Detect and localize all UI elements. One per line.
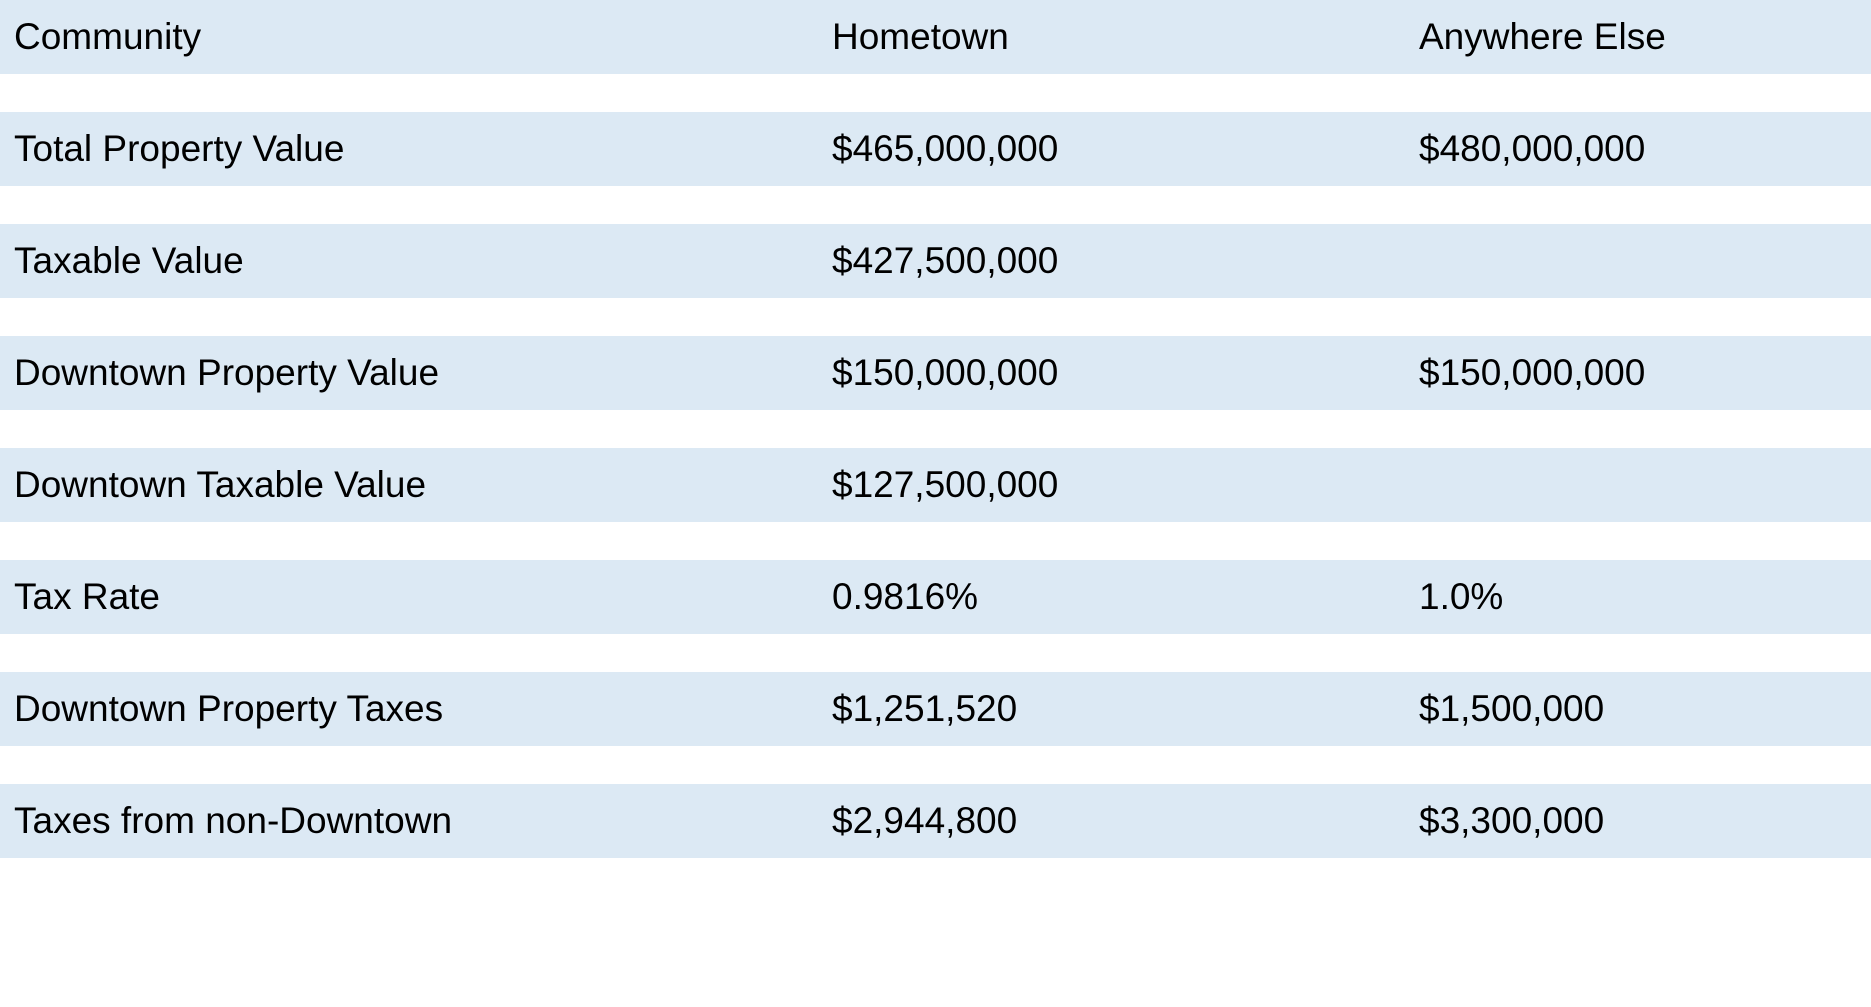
row-value-anywhere: $480,000,000 bbox=[1405, 112, 1871, 186]
row-spacer bbox=[0, 298, 1871, 336]
row-value-anywhere: $150,000,000 bbox=[1405, 336, 1871, 410]
table-row bbox=[0, 784, 1871, 858]
row-label: Total Property Value bbox=[0, 112, 818, 186]
row-label: Downtown Property Taxes bbox=[0, 672, 818, 746]
row-spacer bbox=[0, 522, 1871, 560]
row-value-hometown: $465,000,000 bbox=[818, 112, 1405, 186]
column-header-anywhere-else: Anywhere Else bbox=[1405, 0, 1871, 74]
table-row bbox=[0, 112, 1871, 186]
column-header-hometown: Hometown bbox=[818, 0, 1405, 74]
row-value-hometown: $127,500,000 bbox=[818, 448, 1405, 522]
row-spacer bbox=[0, 410, 1871, 448]
row-spacer bbox=[0, 634, 1871, 672]
row-label: Taxable Value bbox=[0, 224, 818, 298]
row-value-hometown: 0.9816% bbox=[818, 560, 1405, 634]
row-value-anywhere bbox=[1405, 448, 1871, 522]
row-value-anywhere: $3,300,000 bbox=[1405, 784, 1871, 858]
table-row bbox=[0, 336, 1871, 410]
row-value-anywhere: 1.0% bbox=[1405, 560, 1871, 634]
row-label: Taxes from non-Downtown bbox=[0, 784, 818, 858]
column-header-community: Community bbox=[0, 0, 818, 74]
table-row bbox=[0, 560, 1871, 634]
row-value-hometown: $1,251,520 bbox=[818, 672, 1405, 746]
row-value-hometown: $427,500,000 bbox=[818, 224, 1405, 298]
table-row bbox=[0, 448, 1871, 522]
table-row bbox=[0, 224, 1871, 298]
row-label: Tax Rate bbox=[0, 560, 818, 634]
row-spacer bbox=[0, 74, 1871, 112]
row-label: Downtown Taxable Value bbox=[0, 448, 818, 522]
row-value-hometown: $2,944,800 bbox=[818, 784, 1405, 858]
row-spacer bbox=[0, 186, 1871, 224]
row-label: Downtown Property Value bbox=[0, 336, 818, 410]
row-value-anywhere bbox=[1405, 224, 1871, 298]
row-value-hometown: $150,000,000 bbox=[818, 336, 1405, 410]
row-spacer bbox=[0, 746, 1871, 784]
row-value-anywhere: $1,500,000 bbox=[1405, 672, 1871, 746]
table-row bbox=[0, 672, 1871, 746]
table-header-row bbox=[0, 0, 1871, 74]
